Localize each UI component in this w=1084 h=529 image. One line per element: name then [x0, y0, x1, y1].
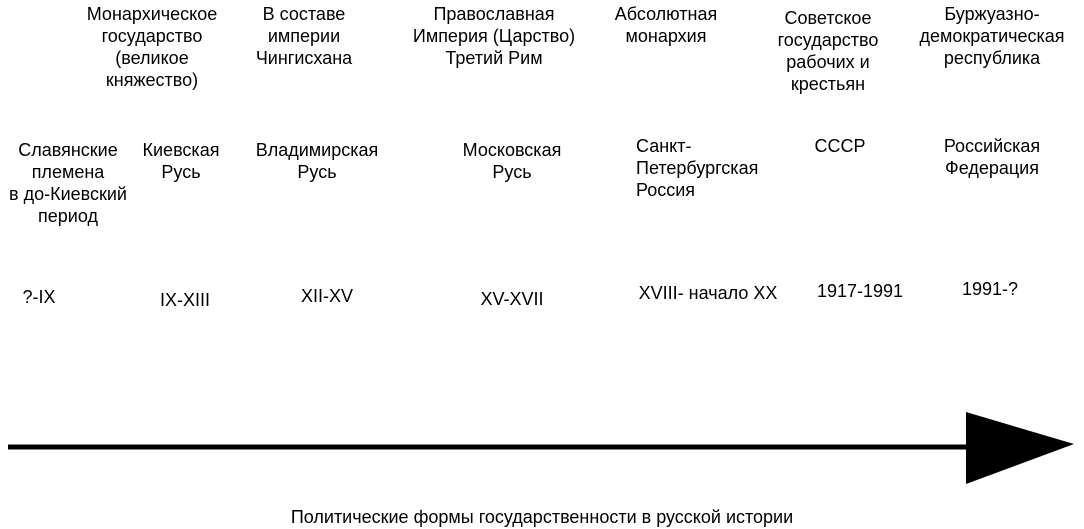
stage-name-ussr: СССР — [814, 136, 866, 156]
stage-name-kievan-rus: Киевская Русь — [142, 140, 220, 182]
form-label-absolute-monarchy: Абсолютная монархия — [614, 4, 718, 46]
arrow-right-icon — [0, 400, 1084, 500]
form-label-grand-principality: Монархическое государство (великое княжество) — [86, 4, 218, 90]
diagram-caption: Политические формы государственности в русской истории — [290, 507, 794, 527]
stage-name-vladimir-rus: Владимирская Русь — [255, 140, 379, 182]
stage-period-kievan-rus: IX-XIII — [159, 290, 210, 310]
form-label-mongol-empire: В составе империи Чингисхана — [255, 4, 353, 68]
timeline-arrowhead — [966, 412, 1074, 484]
form-label-soviet-state: Советское государство рабочих и крестьян — [777, 8, 879, 94]
stage-period-vladimir-rus: XII-XV — [300, 286, 353, 306]
stage-period-slavic-tribes: ?-IX — [22, 287, 56, 307]
stage-period-ussr: 1917-1991 — [816, 281, 904, 301]
stage-period-moscow-rus: XV-XVII — [480, 289, 544, 309]
stage-name-slavic-tribes: Славянские племена в до-Киевский период — [9, 140, 127, 226]
stage-period-petersburg-russia: XVIII- начало XX — [638, 283, 778, 303]
stage-period-russian-federation: 1991-? — [961, 279, 1019, 299]
stage-name-moscow-rus: Московская Русь — [462, 140, 562, 182]
form-label-bourgeois-republic: Буржуазно- демократическая республика — [919, 4, 1065, 68]
form-label-third-rome: Православная Империя (Царство) Третий Рим — [412, 4, 576, 68]
stage-name-petersburg-russia: Санкт- Петербургская Россия — [636, 136, 759, 200]
stage-name-russian-federation: Российская Федерация — [943, 136, 1041, 178]
